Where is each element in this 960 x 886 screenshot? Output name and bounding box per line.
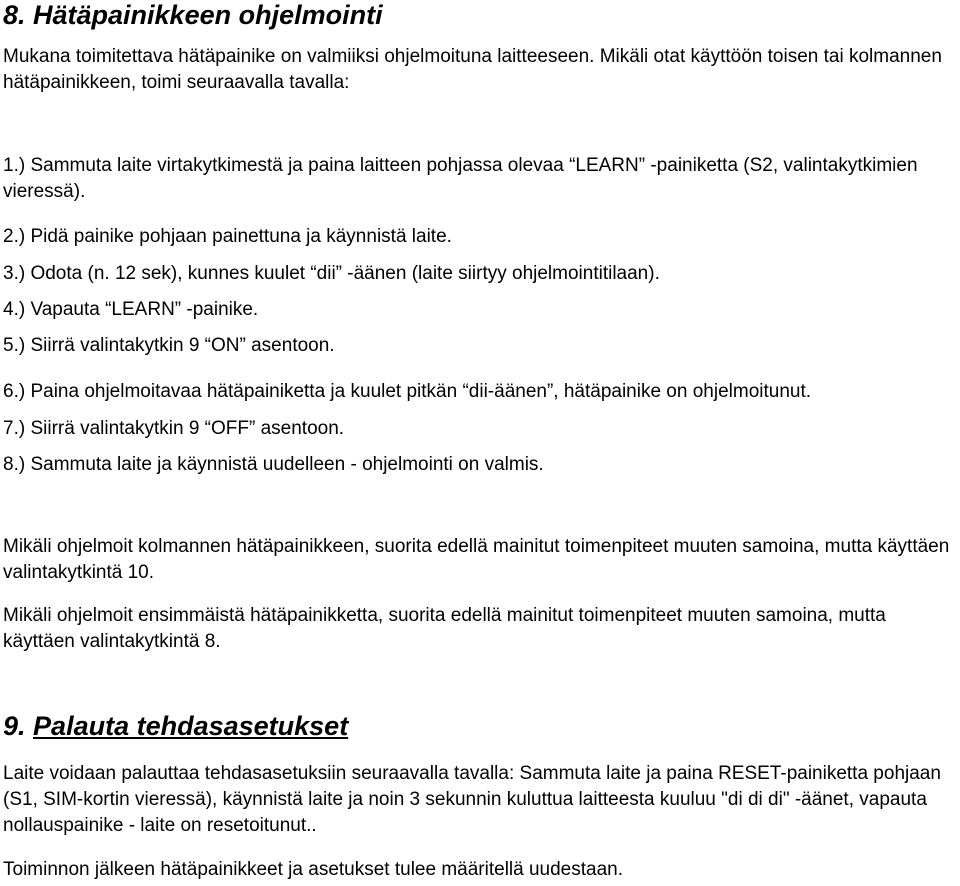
section-9-body: Laite voidaan palauttaa tehdasasetuksiin seuraavalla tavalla: Sammuta laite ja paina RESET-painiketta pohjaan (S1, SIM-kortin vieressä), käynnistä laite ja noin 3 sekunnin kuluttua laitteesta kuuluu "di di di" -äänet, vapauta nollauspainike - laite on resetoitunut.. <box>3 763 941 836</box>
step-5: 5.) Siirrä valintakytkin 9 “ON” asentoon. <box>3 335 335 356</box>
step-1: 1.) Sammuta laite virtakytkimestä ja paina laitteen pohjassa olevaa “LEARN” -painiketta (S2, valintakytkimien vieressä). <box>3 155 918 202</box>
section-9-number: 9. <box>3 711 26 741</box>
section-9-footer: Toiminnon jälkeen hätäpainikkeet ja asetukset tulee määritellä uudestaan. <box>3 859 624 880</box>
step-6: 6.) Paina ohjelmoitavaa hätäpainiketta ja kuulet pitkän “dii-äänen”, hätäpainike on ohjelmoitunut. <box>3 381 812 402</box>
section-8-heading: 8. Hätäpainikkeen ohjelmointi <box>3 0 383 30</box>
step-7: 7.) Siirrä valintakytkin 9 “OFF” asentoon. <box>3 418 345 439</box>
step-2: 2.) Pidä painike pohjaan painettuna ja käynnistä laite. <box>3 226 452 247</box>
step-3: 3.) Odota (n. 12 sek), kunnes kuulet “dii” -äänen (laite siirtyy ohjelmointitilaan). <box>3 263 660 284</box>
section-8-intro: Mukana toimitettava hätäpainike on valmiiksi ohjelmoituna laitteeseen. Mikäli otat käyttöön toisen tai kolmannen hätäpainikkeen, toimi seuraavalla tavalla: <box>3 46 942 93</box>
section-9-title: Palauta tehdasasetukset <box>33 711 349 741</box>
step-4: 4.) Vapauta “LEARN” -painike. <box>3 299 259 320</box>
section-9-heading <box>3 710 348 742</box>
note-third-button: Mikäli ohjelmoit kolmannen hätäpainikkeen, suorita edellä mainitut toimenpiteet muuten samoina, mutta käyttäen valintakytkintä 10. <box>3 536 950 583</box>
step-8: 8.) Sammuta laite ja käynnistä uudelleen - ohjelmointi on valmis. <box>3 454 544 475</box>
note-first-button: Mikäli ohjelmoit ensimmäistä hätäpainikketta, suorita edellä mainitut toimenpiteet muuten samoina, mutta käyttäen valintakytkintä 8. <box>3 605 886 652</box>
